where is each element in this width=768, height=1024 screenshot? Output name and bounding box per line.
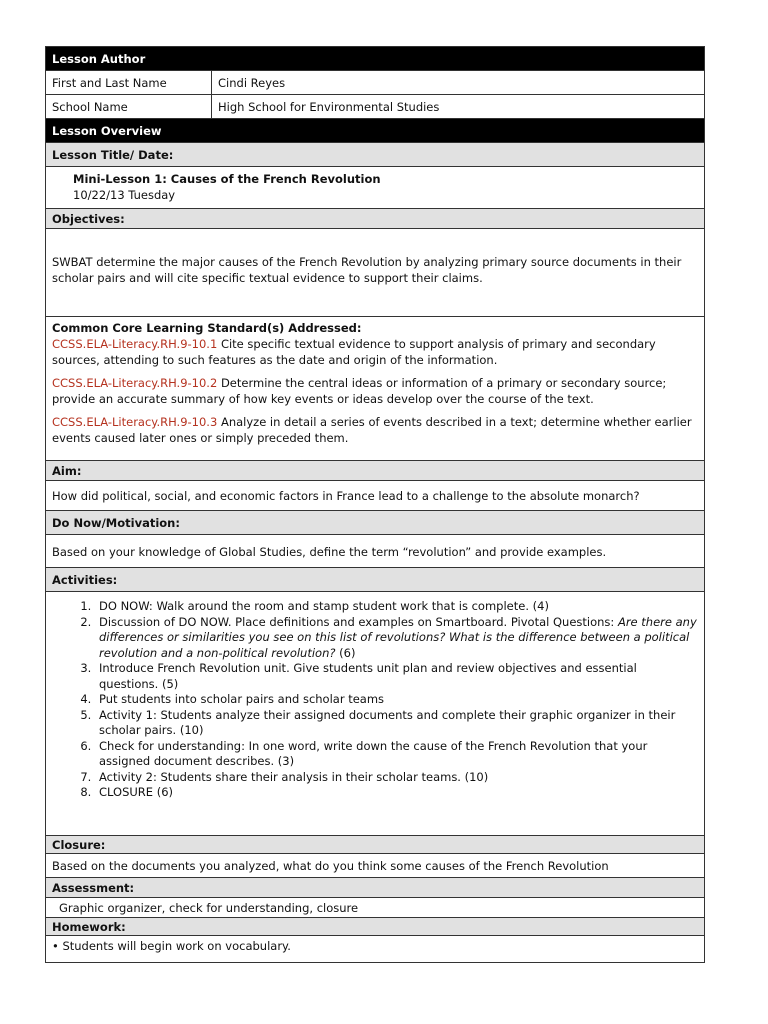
- name-row: [46, 71, 704, 95]
- aim-label-row: [46, 461, 704, 481]
- standard-2-text: Determine the central ideas or information of a primary or secondary source; provide an accurate summary of how key events or ideas develop over the course of the text.: [52, 376, 667, 406]
- activity-item-text: Introduce French Revolution unit. Give students unit plan and review objectives and essential questions. (5): [99, 661, 637, 691]
- lesson-author-header: [46, 47, 704, 71]
- closure-row: [46, 854, 704, 878]
- title-date-label-row: [46, 143, 704, 167]
- lesson-title: Mini-Lesson 1: Causes of the French Revolution: [73, 172, 381, 186]
- name-value: Cindi Reyes: [218, 75, 286, 90]
- title-date-label: Lesson Title/ Date:: [52, 147, 174, 162]
- activity-item-text: Check for understanding: In one word, write down the cause of the French Revolution that your assigned document describes. (3): [99, 738, 648, 768]
- standard-3-text: Analyze in detail a series of events described in a text; determine whether earlier events caused later ones or simply preceded them.: [52, 415, 692, 445]
- lesson-overview-header-text: Lesson Overview: [52, 123, 162, 138]
- activity-item-text: Activity 2: Students share their analysis in their scholar teams. (10): [99, 769, 489, 784]
- closure-label: Closure:: [52, 837, 106, 852]
- activity-item-text: DO NOW: Walk around the room and stamp student work that is complete. (4): [99, 599, 549, 613]
- school-value: High School for Environmental Studies: [218, 99, 440, 114]
- lesson-author-header-text: Lesson Author: [52, 51, 146, 66]
- lesson-plan-document: [45, 46, 705, 963]
- activities-row: [46, 592, 704, 836]
- do-now-label: Do Now/Motivation:: [52, 515, 180, 530]
- closure-text: Based on the documents you analyzed, what do you think some causes of the French Revolution: [52, 858, 609, 873]
- activity-item-text: Activity 1: Students analyze their assigned documents and complete their graphic organizer in their scholar pairs. (10): [99, 707, 676, 737]
- assessment-label-row: [46, 878, 704, 898]
- standards-label: Common Core Learning Standard(s) Addressed:: [52, 321, 362, 335]
- homework-label: Homework:: [52, 919, 126, 934]
- objectives-text: SWBAT determine the major causes of the French Revolution by analyzing primary source documents in their scholar pairs and will cite specific textual evidence to support their claims.: [52, 255, 682, 285]
- homework-text: • Students will begin work on vocabulary.: [52, 939, 291, 953]
- activity-item-1: [95, 599, 698, 615]
- standards-row: [46, 317, 704, 461]
- school-row: [46, 95, 704, 119]
- activity-item-text: Put students into scholar pairs and scholar teams: [99, 692, 385, 706]
- activity-item-2: [95, 615, 698, 662]
- objectives-label: Objectives:: [52, 211, 125, 226]
- lesson-overview-header: [46, 119, 704, 143]
- standard-1: [52, 336, 698, 368]
- activity-item-8: [95, 785, 698, 801]
- homework-label-row: [46, 918, 704, 936]
- assessment-text: Graphic organizer, check for understanding, closure: [59, 900, 359, 915]
- activities-list: [46, 599, 698, 801]
- lesson-date: 10/22/13 Tuesday: [73, 188, 176, 202]
- activity-item-tail-text: (6): [335, 645, 356, 660]
- name-label: First and Last Name: [46, 71, 212, 94]
- standard-2: [52, 375, 698, 407]
- standard-3: [52, 414, 698, 446]
- homework-row: [46, 936, 704, 962]
- assessment-row: [46, 898, 704, 918]
- aim-row: [46, 481, 704, 511]
- closure-label-row: [46, 836, 704, 854]
- activity-item-italic-text: Are there any differences or similarities you see on this list of revolutions? What is the difference between a political revolution and a non-political revolution?: [99, 614, 697, 660]
- activities-label: Activities:: [52, 572, 118, 587]
- activity-item-text: Discussion of DO NOW. Place definitions and examples on Smartboard. Pivotal Questions:: [99, 614, 618, 629]
- activity-item-6: [95, 739, 698, 770]
- activity-item-5: [95, 708, 698, 739]
- standard-3-code: CCSS.ELA-Literacy.RH.9-10.3: [52, 415, 218, 429]
- assessment-label: Assessment:: [52, 880, 135, 895]
- do-now-row: [46, 535, 704, 568]
- activity-item-7: [95, 770, 698, 786]
- do-now-label-row: [46, 511, 704, 535]
- activity-item-3: [95, 661, 698, 692]
- standard-1-code: CCSS.ELA-Literacy.RH.9-10.1: [52, 337, 218, 351]
- aim-label: Aim:: [52, 463, 82, 478]
- objectives-label-row: [46, 209, 704, 229]
- aim-text: How did political, social, and economic factors in France lead to a challenge to the absolute monarch?: [52, 488, 640, 503]
- objectives-row: [46, 229, 704, 317]
- activity-item-text: CLOSURE (6): [99, 785, 173, 799]
- activity-item-4: [95, 692, 698, 708]
- standard-2-code: CCSS.ELA-Literacy.RH.9-10.2: [52, 376, 218, 390]
- standard-1-text: Cite specific textual evidence to support analysis of primary and secondary sources, attending to such features as the date and origin of the information.: [52, 337, 656, 367]
- activities-label-row: [46, 568, 704, 592]
- do-now-text: Based on your knowledge of Global Studies, define the term “revolution” and provide examples.: [52, 545, 607, 559]
- title-date-row: [46, 167, 704, 209]
- school-label: School Name: [46, 95, 212, 118]
